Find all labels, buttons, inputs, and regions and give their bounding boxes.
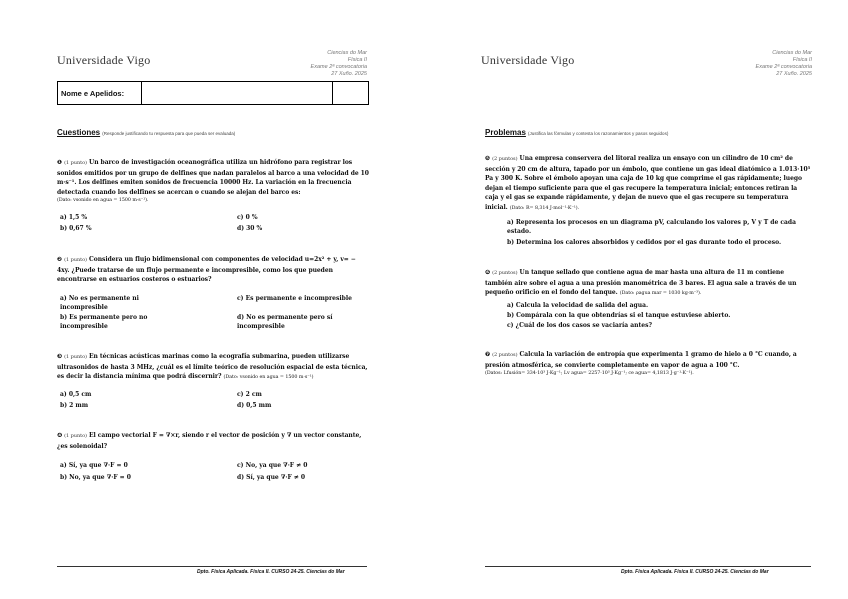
option-c[interactable]: c) 2 cm xyxy=(237,391,262,398)
question-number: ❹ xyxy=(57,432,63,439)
option-d[interactable]: d) 0,5 mm xyxy=(237,402,272,409)
question-text: En técnicas acústicas marinas como la ecografía submarina, pueden utilizarse ultrasonidos de hasta 3 MHz, ¿cuál es el límite teórico de resolución espacial de esta técnica, es decir la distancia mínima que podrá discernir? xyxy=(57,353,368,381)
option-d[interactable]: d) 30 % xyxy=(237,225,263,232)
question-points: (1 punto) xyxy=(64,354,87,360)
option-a[interactable]: a) 1,5 % xyxy=(60,214,88,221)
option-b[interactable]: b) 0,67 % xyxy=(60,225,92,232)
problem-data: (Dato: R= 8,314 J·mol⁻¹·K⁻¹). xyxy=(509,205,580,211)
section-note: (Justifica las fórmulas y contesta los razonamientos y pasos seguidos) xyxy=(528,131,669,136)
question-number: ❸ xyxy=(57,353,63,360)
footer-text: Dpto. Física Aplicada. Física II. CURSO 24-25. Ciencias do Mar xyxy=(197,569,345,575)
option-c[interactable]: c) No, ya que ∇·F ≠ 0 xyxy=(237,462,308,469)
name-label: Nome e Apelidos: xyxy=(58,82,142,104)
section-problemas xyxy=(485,128,668,137)
problem-6-part-c: c) ¿Cuál de los dos casos se vaciaría antes? xyxy=(507,322,653,329)
option-d[interactable]: d) Sí, ya que ∇·F ≠ 0 xyxy=(237,474,306,481)
header-line: Exame 2ª convocatoria xyxy=(310,64,367,70)
option-b[interactable]: b) No, ya que ∇·F = 0 xyxy=(60,474,131,481)
header-line: 27 Xuño. 2025 xyxy=(331,71,367,77)
option-d[interactable]: d) No es permanente pero sí incompresible xyxy=(237,314,333,331)
exam-header xyxy=(756,50,812,78)
grade-field[interactable] xyxy=(333,82,368,104)
problem-number: ❻ xyxy=(485,269,491,276)
question-data: (Dato: vsonido en agua = 1500 m·s⁻¹). xyxy=(57,198,149,204)
problem-text: Calcula la variación de entropía que experimenta 1 gramo de hielo a 0 °C cuando, a presión atmosférica, se convierte completamente en vapor de agua a 100 °C. xyxy=(485,351,797,369)
footer-text: Dpto. Física Aplicada. Física II. CURSO 24-25. Ciencias do Mar xyxy=(621,569,769,575)
option-a[interactable]: a) 0,5 cm xyxy=(60,391,92,398)
question-data: (Dato: vsonido en agua = 1500 m·s⁻¹) xyxy=(223,375,314,381)
question-number: ❶ xyxy=(57,159,63,166)
name-field[interactable] xyxy=(142,82,333,104)
option-b[interactable]: b) Es permanente pero no incompresible xyxy=(60,314,148,331)
question-2 xyxy=(57,255,369,285)
question-points: (1 punto) xyxy=(64,433,87,439)
section-cuestiones xyxy=(57,128,235,137)
header-line: Ciencias do Mar xyxy=(327,50,367,56)
problem-5-part-b: b) Determina los calores absorbidos y cedidos por el gas durante todo el proceso. xyxy=(507,239,782,246)
question-text: Un barco de investigación oceanográfica utiliza un hidrófono para registrar los sonidos emitidos por un grupo de delfines que nadan paralelos al barco a una velocidad de 10 m·s⁻¹. Los delfines emiten sonidos de frecuencia 10000 Hz. La variación en la frecuencia detectada cuando los delfines se acercan o cuando se alejan del barco es: xyxy=(57,159,369,196)
problem-6-part-a: a) Calcula la velocidad de salida del agua. xyxy=(507,302,649,309)
problem-points: (2 puntos) xyxy=(492,352,518,358)
problem-6 xyxy=(485,268,811,298)
option-a[interactable]: a) Sí, ya que ∇·F = 0 xyxy=(60,462,128,469)
option-c[interactable]: c) Es permanente e incompresible xyxy=(237,295,352,302)
right-page xyxy=(424,0,848,599)
header-line: Ciencias do Mar xyxy=(772,50,812,56)
option-a[interactable]: a) No es permanente ni incompresible xyxy=(60,295,139,312)
section-note: (Responde justificando tu respuesta para que pueda ser evaluada) xyxy=(102,131,236,136)
question-text: El campo vectorial F = ∇×r, siendo r el vector de posición y ∇ un vector constante, ¿es solenoidal? xyxy=(57,432,362,450)
header-line: Física II xyxy=(347,57,367,63)
problem-number: ❺ xyxy=(485,155,491,162)
problem-7 xyxy=(485,350,811,377)
option-b[interactable]: b) 2 mm xyxy=(60,402,89,409)
problem-data: (Dato: ρagua mar = 1030 kg·m⁻³). xyxy=(619,291,702,297)
question-text: Considera un flujo bidimensional con componentes de velocidad u=2x² + y, v= − 4xy. ¿Puede tratarse de un flujo permanente e incompresible, como los que pueden encontrarse en estuarios costeros o estuarios? xyxy=(57,256,356,284)
question-3 xyxy=(57,352,369,382)
question-number: ❷ xyxy=(57,256,63,263)
header-line: 27 Xuño. 2025 xyxy=(776,71,812,77)
university-name: Universidade Vigo xyxy=(57,53,151,67)
question-points: (1 punto) xyxy=(64,160,87,166)
header-line: Exame 2ª convocatoria xyxy=(755,64,812,70)
question-1 xyxy=(57,158,369,204)
option-c[interactable]: c) 0 % xyxy=(237,214,258,221)
problem-5-part-a: a) Representa los procesos en un diagrama pV, calculando los valores p, V y T de cada estado. xyxy=(507,219,796,236)
section-title: Problemas xyxy=(485,128,526,137)
problem-number: ❼ xyxy=(485,351,491,358)
header-line: Física II xyxy=(792,57,812,63)
footer-rule xyxy=(485,566,811,567)
question-points: (1 punto) xyxy=(64,257,87,263)
footer-rule xyxy=(57,566,367,567)
problem-data: (Datos: Lfusión= 334·10³ J·Kg⁻¹; Lv agua= 2257·10³ J·Kg⁻¹; ce agua= 4,1813 J·g⁻¹·K⁻¹). xyxy=(485,371,694,377)
problem-5 xyxy=(485,154,811,213)
university-logo xyxy=(481,53,574,68)
problem-text: Un tanque sellado que contiene agua de mar hasta una altura de 11 m contiene también aire sobre el agua a una presión manométrica de 3 bares. El agua sale a través de un pequeño orificio en el fondo del tanque. xyxy=(485,269,797,297)
question-4 xyxy=(57,431,369,451)
university-logo xyxy=(57,53,150,68)
name-box xyxy=(57,81,369,105)
problem-points: (2 puntos) xyxy=(492,156,518,162)
university-name: Universidade Vigo xyxy=(481,53,575,67)
problem-points: (2 puntos) xyxy=(492,270,518,276)
problem-text: Una empresa conservera del litoral realiza un ensayo con un cilindro de 10 cm² de sección y 20 cm de altura, tapado por un émbolo, que contiene un gas ideal diatómico a 1.013·10⁵ Pa y 300 K. Sobre el émbolo apoyan una caja de 10 kg que comprime el gas rápidamente; luego dejan el tiempo suficiente para que el gas recupere la temperatura inicial; entonces retiran la caja y el gas se expande rápidamente, y dejan de nuevo que el gas recupere su temperatura inicial. xyxy=(485,155,811,211)
problem-6-part-b: b) Compárala con la que obtendrías si el tanque estuviese abierto. xyxy=(507,312,731,319)
exam-header xyxy=(311,50,367,78)
section-title: Cuestiones xyxy=(57,128,101,137)
